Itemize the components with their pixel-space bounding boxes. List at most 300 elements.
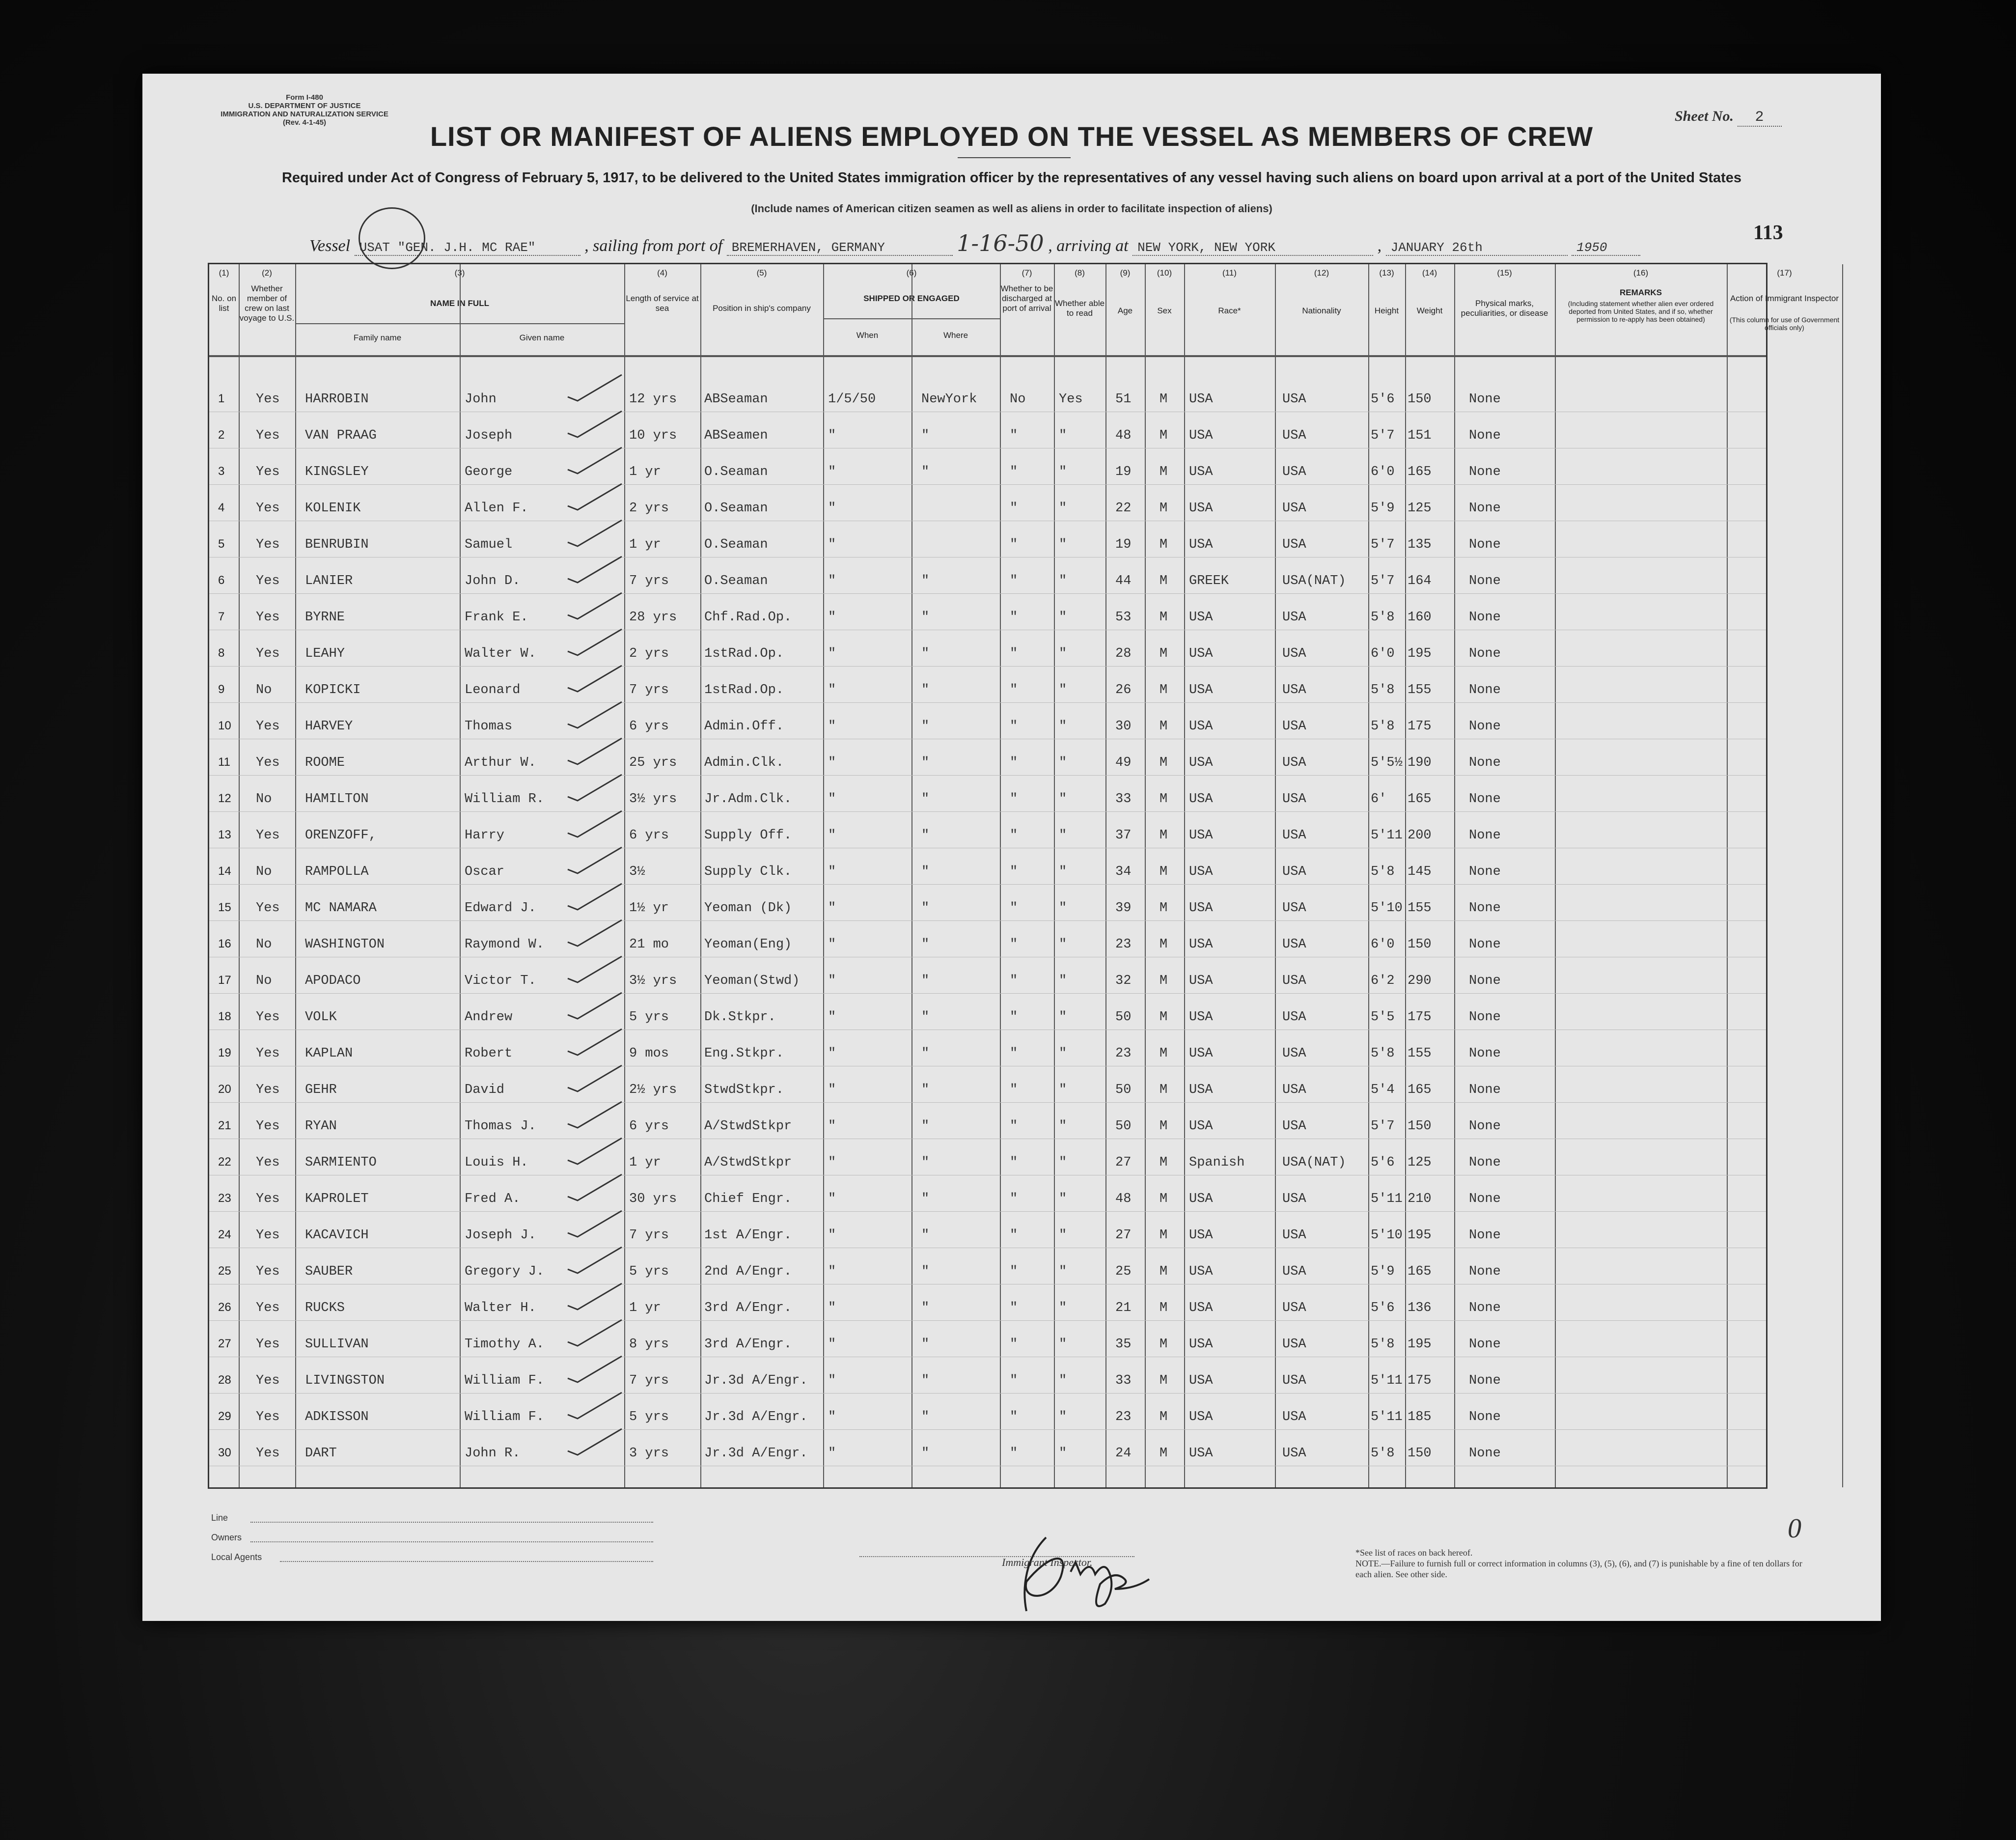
cell-race: USA [1189, 1010, 1213, 1025]
cell-where: " [921, 1301, 930, 1315]
form-revision: (Rev. 4-1-45) [282, 118, 327, 127]
cell-where: " [921, 719, 930, 734]
cell-age: 19 [1115, 465, 1132, 479]
cell-prev: Yes [256, 1228, 280, 1243]
cell-position: ABSeaman [704, 392, 768, 407]
cell-prev: Yes [256, 755, 280, 770]
col-16-subheader: (Including statement whether alien ever ordered deported from United States, and if so, whether permission to re-apply has been obtained) [1568, 300, 1714, 323]
check-mark-icon [565, 1281, 624, 1310]
cell-sex: M [1160, 719, 1168, 734]
check-mark-icon [565, 1208, 624, 1238]
cell-weight: 195 [1408, 1337, 1432, 1352]
cell-race: USA [1189, 1264, 1213, 1279]
cell-nationality: USA [1282, 683, 1306, 697]
cell-when: " [828, 864, 836, 879]
check-mark-icon [565, 1136, 624, 1165]
cell-when: " [828, 1010, 836, 1025]
cell-weight: 145 [1408, 864, 1432, 879]
cell-height: 5'8 [1371, 610, 1395, 625]
cell-position: 3rd A/Engr. [704, 1301, 792, 1315]
cell-nationality: USA [1282, 1046, 1306, 1061]
cell-marks: None [1469, 1373, 1501, 1388]
check-mark-icon [565, 554, 624, 584]
row-rule [209, 993, 1766, 994]
col-10-number: (10) [1157, 268, 1172, 278]
cell-sex: M [1160, 1119, 1168, 1134]
col-14-number: (14) [1422, 268, 1437, 278]
cell-race: USA [1189, 646, 1213, 661]
cell-where: " [921, 828, 930, 843]
cell-marks: None [1469, 1410, 1501, 1424]
footer-note [1355, 1547, 1807, 1580]
cell-age: 50 [1115, 1119, 1132, 1134]
cell-race: USA [1189, 1119, 1213, 1134]
col-3a-header: Family name [353, 333, 402, 342]
manifest-sheet [142, 74, 1881, 1621]
cell-no: 16 [218, 937, 231, 950]
cell-when: 1/5/50 [828, 392, 876, 407]
inspector-signature [1017, 1528, 1223, 1618]
cell-marks: None [1469, 1228, 1501, 1243]
cell-marks: None [1469, 574, 1501, 588]
cell-nationality: USA [1282, 465, 1306, 479]
cell-race: USA [1189, 1228, 1213, 1243]
cell-service: 2½ yrs [629, 1083, 677, 1097]
agents-field [280, 1561, 653, 1562]
cell-prev: Yes [256, 392, 280, 407]
row-rule [209, 557, 1766, 558]
document-title: LIST OR MANIFEST OF ALIENS EMPLOYED ON THE VESSEL AS MEMBERS OF CREW [430, 121, 1594, 152]
form-number: Form I-480 [286, 93, 323, 102]
cell-where: " [921, 792, 930, 807]
cell-read: " [1059, 537, 1067, 552]
col-13-header: Height [1374, 306, 1399, 315]
cell-weight: 175 [1408, 719, 1432, 734]
cell-read: " [1059, 719, 1067, 734]
check-mark-icon [565, 518, 624, 547]
cell-position: Chf.Rad.Op. [704, 610, 792, 625]
cell-prev: Yes [256, 646, 280, 661]
cell-race: USA [1189, 755, 1213, 770]
cell-age: 27 [1115, 1155, 1132, 1170]
cell-given: Thomas J. [465, 1119, 536, 1134]
row-rule [209, 1211, 1766, 1212]
cell-family: LIVINGSTON [305, 1373, 385, 1388]
cell-weight: 165 [1408, 1264, 1432, 1279]
cell-family: RAMPOLLA [305, 864, 369, 879]
cell-marks: None [1469, 1083, 1501, 1097]
cell-family: GEHR [305, 1083, 337, 1097]
cell-position: 1stRad.Op. [704, 646, 784, 661]
cell-nationality: USA [1282, 1264, 1306, 1279]
cell-position: Jr.Adm.Clk. [704, 792, 792, 807]
cell-discharged: " [1010, 755, 1018, 770]
cell-where: " [921, 1410, 930, 1424]
cell-family: HARVEY [305, 719, 353, 734]
cell-nationality: USA [1282, 828, 1306, 843]
cell-read: " [1059, 1410, 1067, 1424]
cell-weight: 150 [1408, 1119, 1432, 1134]
cell-no: 1 [218, 392, 225, 405]
check-mark-icon [565, 1063, 624, 1092]
cell-age: 22 [1115, 501, 1132, 516]
cell-weight: 151 [1408, 428, 1432, 443]
cell-race: USA [1189, 719, 1213, 734]
cell-age: 50 [1115, 1010, 1132, 1025]
cell-where: " [921, 574, 930, 588]
cell-race: GREEK [1189, 574, 1229, 588]
cell-prev: Yes [256, 1410, 280, 1424]
cell-height: 5'6 [1371, 392, 1395, 407]
col-7-header: Whether to be discharged at port of arrival [1000, 284, 1053, 313]
cell-no: 28 [218, 1373, 231, 1387]
cell-position: ABSeamen [704, 428, 768, 443]
agents-label: Local Agents [211, 1552, 262, 1562]
cell-read: " [1059, 428, 1067, 443]
cell-service: 30 yrs [629, 1192, 677, 1206]
cell-discharged: " [1010, 1337, 1018, 1352]
cell-service: 1 yr [629, 537, 661, 552]
cell-sex: M [1160, 1373, 1168, 1388]
cell-age: 39 [1115, 901, 1132, 916]
col-17-subheader: (This column for use of Government officials only) [1729, 316, 1840, 332]
cell-nationality: USA [1282, 1337, 1306, 1352]
check-mark-icon [565, 1245, 624, 1274]
crew-table [208, 263, 1840, 1489]
check-mark-icon [565, 808, 624, 838]
cell-prev: Yes [256, 1337, 280, 1352]
cell-race: USA [1189, 792, 1213, 807]
cell-where: " [921, 465, 930, 479]
cell-when: " [828, 683, 836, 697]
cell-where: " [921, 1155, 930, 1170]
check-mark-icon [565, 627, 624, 656]
col-11-number: (11) [1222, 268, 1237, 278]
col-3-header: NAME IN FULL [430, 299, 489, 308]
cell-prev: Yes [256, 719, 280, 734]
cell-position: O.Seaman [704, 501, 768, 516]
cell-weight: 290 [1408, 974, 1432, 988]
cell-height: 5'8 [1371, 1337, 1395, 1352]
cell-height: 5'7 [1371, 537, 1395, 552]
cell-given: Frank E. [465, 610, 528, 625]
cell-nationality: USA [1282, 501, 1306, 516]
penalty-note: NOTE.—Failure to furnish full or correct information in columns (3), (5), (6), and (7) is punishable by a fine of ten dollars for each alien. See other side. [1355, 1559, 1802, 1579]
cell-prev: Yes [256, 1046, 280, 1061]
cell-weight: 200 [1408, 828, 1432, 843]
handwritten-date: 1-16-50 [957, 230, 1044, 256]
sailing-label: , sailing from port of [584, 237, 723, 255]
cell-when: " [828, 937, 836, 952]
cell-marks: None [1469, 1155, 1501, 1170]
cell-when: " [828, 755, 836, 770]
cell-discharged: " [1010, 1446, 1018, 1461]
cell-race: USA [1189, 1337, 1213, 1352]
cell-weight: 165 [1408, 792, 1432, 807]
cell-nationality: USA [1282, 392, 1306, 407]
cell-weight: 135 [1408, 537, 1432, 552]
check-mark-icon [565, 736, 624, 765]
cell-where: " [921, 1264, 930, 1279]
cell-height: 5'11 [1371, 1192, 1403, 1206]
cell-prev: Yes [256, 1446, 280, 1461]
col-17-header: Action of Immigrant Inspector [1730, 294, 1839, 303]
cell-prev: No [256, 937, 272, 952]
cell-service: 6 yrs [629, 719, 669, 734]
cell-marks: None [1469, 828, 1501, 843]
cell-prev: Yes [256, 501, 280, 516]
cell-marks: None [1469, 610, 1501, 625]
cell-where: " [921, 1373, 930, 1388]
cell-read: Yes [1059, 392, 1083, 407]
col-14-header: Weight [1416, 306, 1443, 315]
cell-where: " [921, 683, 930, 697]
cell-race: USA [1189, 1192, 1213, 1206]
cell-where: " [921, 610, 930, 625]
cell-discharged: " [1010, 574, 1018, 588]
cell-age: 19 [1115, 537, 1132, 552]
cell-nationality: USA [1282, 937, 1306, 952]
cell-race: USA [1189, 828, 1213, 843]
cell-no: 3 [218, 465, 225, 478]
cell-position: Chief Engr. [704, 1192, 792, 1206]
cell-prev: No [256, 683, 272, 697]
cell-service: 5 yrs [629, 1264, 669, 1279]
cell-no: 21 [218, 1119, 231, 1132]
cell-given: John R. [465, 1446, 521, 1461]
cell-no: 29 [218, 1410, 231, 1423]
cell-read: " [1059, 974, 1067, 988]
cell-nationality: USA [1282, 1228, 1306, 1243]
cell-family: KACAVICH [305, 1228, 369, 1243]
cell-position: A/StwdStkpr [704, 1155, 792, 1170]
cell-marks: None [1469, 392, 1501, 407]
sheet-label: Sheet No. [1675, 108, 1734, 124]
cell-height: 5'10 [1371, 1228, 1403, 1243]
cell-given: Allen F. [465, 501, 528, 516]
cell-nationality: USA [1282, 428, 1306, 443]
cell-no: 13 [218, 828, 231, 841]
cell-age: 49 [1115, 755, 1132, 770]
cell-nationality: USA [1282, 974, 1306, 988]
cell-where: " [921, 937, 930, 952]
col-16-header: REMARKS [1620, 288, 1662, 297]
cell-position: Yeoman(Eng) [704, 937, 792, 952]
cell-service: 7 yrs [629, 683, 669, 697]
cell-height: 5'7 [1371, 1119, 1395, 1134]
cell-sex: M [1160, 1410, 1168, 1424]
cell-marks: None [1469, 1046, 1501, 1061]
cell-read: " [1059, 937, 1067, 952]
cell-race: USA [1189, 1301, 1213, 1315]
cell-height: 5'4 [1371, 1083, 1395, 1097]
cell-marks: None [1469, 901, 1501, 916]
cell-read: " [1059, 1010, 1067, 1025]
cell-discharged: " [1010, 646, 1018, 661]
cell-sex: M [1160, 465, 1168, 479]
cell-no: 22 [218, 1155, 231, 1169]
cell-prev: Yes [256, 428, 280, 443]
cell-when: " [828, 1046, 836, 1061]
cell-read: " [1059, 610, 1067, 625]
cell-when: " [828, 1228, 836, 1243]
cell-height: 6'0 [1371, 646, 1395, 661]
cell-discharged: " [1010, 1264, 1018, 1279]
cell-family: BENRUBIN [305, 537, 369, 552]
cell-family: HARROBIN [305, 392, 369, 407]
col-6-header: SHIPPED OR ENGAGED [863, 294, 960, 303]
cell-prev: No [256, 864, 272, 879]
cell-height: 5'6 [1371, 1155, 1395, 1170]
cell-race: USA [1189, 501, 1213, 516]
cell-prev: No [256, 974, 272, 988]
cell-no: 6 [218, 574, 225, 587]
cell-service: 1 yr [629, 465, 661, 479]
col-2-header: Whether member of crew on last voyage to U.S. [239, 284, 295, 323]
cell-race: USA [1189, 537, 1213, 552]
port-from: BREMERHAVEN, GERMANY [727, 240, 953, 256]
cell-no: 4 [218, 501, 225, 514]
cell-height: 5'8 [1371, 1046, 1395, 1061]
cell-when: " [828, 828, 836, 843]
cell-given: Robert [465, 1046, 513, 1061]
cell-nationality: USA(NAT) [1282, 574, 1346, 588]
cell-service: 6 yrs [629, 828, 669, 843]
cell-read: " [1059, 901, 1067, 916]
document-subtitle: Required under Act of Congress of February 5, 1917, to be delivered to the United States immigration officer by the representatives of any vessel having such aliens on board upon arrival at a port of the United States [281, 170, 1742, 186]
cell-no: 14 [218, 864, 231, 878]
owners-field [250, 1541, 653, 1542]
cell-marks: None [1469, 1010, 1501, 1025]
cell-read: " [1059, 755, 1067, 770]
cell-age: 30 [1115, 719, 1132, 734]
cell-weight: 165 [1408, 1083, 1432, 1097]
cell-given: Timothy A. [465, 1337, 545, 1352]
cell-read: " [1059, 1301, 1067, 1315]
cell-prev: Yes [256, 610, 280, 625]
col-12-header: Nationality [1302, 306, 1341, 315]
cell-position: Jr.3d A/Engr. [704, 1446, 808, 1461]
cell-no: 8 [218, 646, 225, 660]
cell-prev: Yes [256, 1264, 280, 1279]
cell-when: " [828, 974, 836, 988]
name-subheader-rule [295, 323, 624, 324]
cell-given: John [465, 392, 497, 407]
cell-race: USA [1189, 610, 1213, 625]
cell-read: " [1059, 1373, 1067, 1388]
cell-where: " [921, 974, 930, 988]
cell-position: 2nd A/Engr. [704, 1264, 792, 1279]
cell-read: " [1059, 864, 1067, 879]
cell-where: " [921, 1046, 930, 1061]
cell-discharged: " [1010, 1010, 1018, 1025]
cell-prev: Yes [256, 1301, 280, 1315]
col-9-number: (9) [1120, 268, 1131, 278]
service-name: IMMIGRATION AND NATURALIZATION SERVICE [221, 110, 388, 118]
handwritten-mark: 0 [1788, 1513, 1801, 1544]
cell-marks: None [1469, 501, 1501, 516]
cell-family: ADKISSON [305, 1410, 369, 1424]
cell-when: " [828, 1155, 836, 1170]
check-mark-icon [565, 699, 624, 729]
column-divider [1842, 264, 1843, 1487]
cell-age: 26 [1115, 683, 1132, 697]
cell-when: " [828, 1192, 836, 1206]
cell-prev: Yes [256, 1119, 280, 1134]
col-9-header: Age [1117, 306, 1133, 315]
cell-sex: M [1160, 1010, 1168, 1025]
check-mark-icon [565, 663, 624, 693]
port-to: NEW YORK, NEW YORK [1132, 240, 1373, 256]
cell-service: 12 yrs [629, 392, 677, 407]
cell-family: RUCKS [305, 1301, 345, 1315]
cell-given: Thomas [465, 719, 513, 734]
check-mark-icon [565, 845, 624, 874]
cell-position: 1stRad.Op. [704, 683, 784, 697]
owners-label: Owners [211, 1533, 242, 1542]
cell-read: " [1059, 683, 1067, 697]
cell-discharged: " [1010, 610, 1018, 625]
cell-height: 5'9 [1371, 1264, 1395, 1279]
row-rule [209, 811, 1766, 812]
cell-sex: M [1160, 1155, 1168, 1170]
cell-height: 5'9 [1371, 501, 1395, 516]
cell-discharged: " [1010, 1228, 1018, 1243]
cell-height: 6'0 [1371, 465, 1395, 479]
cell-read: " [1059, 1446, 1067, 1461]
cell-prev: Yes [256, 465, 280, 479]
row-rule [209, 593, 1766, 594]
cell-sex: M [1160, 392, 1168, 407]
cell-read: " [1059, 501, 1067, 516]
cell-sex: M [1160, 1228, 1168, 1243]
arrival-date: JANUARY 26th [1386, 240, 1568, 256]
cell-position: StwdStkpr. [704, 1083, 784, 1097]
cell-given: David [465, 1083, 505, 1097]
row-rule [209, 1393, 1766, 1394]
cell-where: " [921, 1228, 930, 1243]
cell-no: 12 [218, 792, 231, 805]
cell-marks: None [1469, 1446, 1501, 1461]
cell-sex: M [1160, 901, 1168, 916]
cell-prev: Yes [256, 901, 280, 916]
inspector-label: Immigrant Inspector. [1002, 1556, 1093, 1568]
check-mark-icon [565, 1099, 624, 1129]
col-16-number: (16) [1633, 268, 1649, 278]
check-mark-icon [565, 1172, 624, 1201]
cell-race: USA [1189, 683, 1213, 697]
cell-marks: None [1469, 683, 1501, 697]
col-3-number: (3) [454, 268, 465, 278]
cell-nationality: USA [1282, 719, 1306, 734]
col-6a-header: When [856, 331, 879, 340]
cell-sex: M [1160, 1083, 1168, 1097]
cell-nationality: USA [1282, 1083, 1306, 1097]
cell-race: Spanish [1189, 1155, 1245, 1170]
cell-no: 24 [218, 1228, 231, 1241]
cell-position: Admin.Clk. [704, 755, 784, 770]
check-mark-icon [565, 445, 624, 474]
cell-nationality: USA [1282, 901, 1306, 916]
cell-race: USA [1189, 1410, 1213, 1424]
cell-family: KAPLAN [305, 1046, 353, 1061]
cell-prev: No [256, 792, 272, 807]
cell-weight: 210 [1408, 1192, 1432, 1206]
col-3b-header: Given name [519, 333, 565, 342]
cell-position: Supply Off. [704, 828, 792, 843]
cell-discharged: " [1010, 537, 1018, 552]
cell-no: 7 [218, 610, 225, 623]
